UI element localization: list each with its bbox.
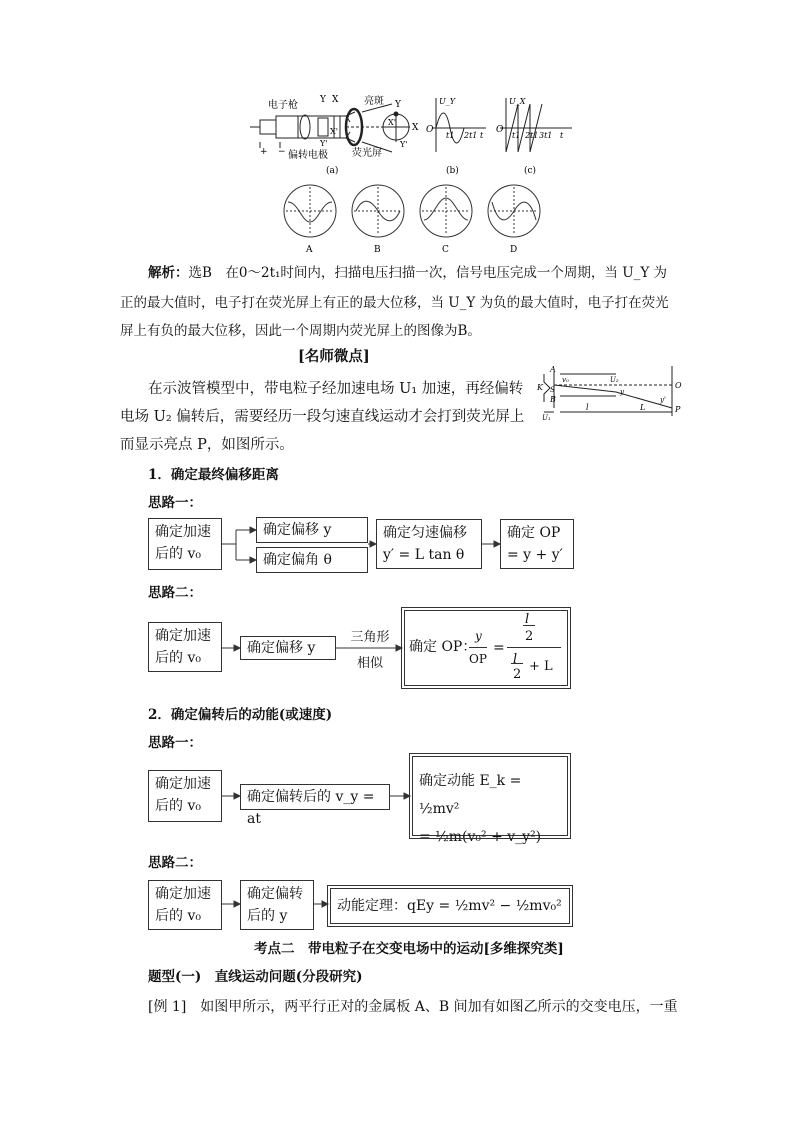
sec2-title: 2．确定偏转后的动能(或速度)	[148, 707, 333, 723]
analysis-lead: 解析：	[148, 265, 189, 281]
tip-line-2: 电场 U₂ 偏转后，需要经历一段匀速直线运动才会打到荧光屏上	[120, 409, 525, 425]
c-t1: t1	[512, 131, 521, 140]
label-Xp: X'	[330, 127, 338, 136]
tip-line-3: 而显示亮点 P，如图所示。	[120, 437, 294, 453]
figure-b	[432, 98, 486, 152]
scope-yp: y'	[660, 396, 666, 404]
label-Xp2: X'	[388, 118, 396, 127]
label-X2: X	[412, 123, 419, 133]
sec1-box-start: 确定加速后的 v₀	[148, 518, 222, 570]
analysis-line-3: 屏上有负的最大位移，因此一个周期内荧光屏上的图像为B。	[120, 323, 481, 339]
sec1-box-y-2: 确定偏移 y	[240, 636, 336, 660]
oscilloscope-figure	[250, 92, 580, 182]
sec2-box-ek: 确定动能 E_k = ½mv² = ½m(v₀² + v_y²)	[412, 756, 568, 836]
label-minus: −	[278, 147, 286, 157]
sec1-idea1: 思路一：	[148, 495, 202, 511]
analysis-line-1: 解析：选B 在0～2t₁时间内，扫描电压扫描一次，信号电压完成一个周期，当 U_Y 为	[148, 265, 668, 281]
sec1-box-op: 确定 OP = y + y′	[500, 519, 574, 569]
label-spot: 亮斑	[364, 96, 384, 107]
sec2-box-defl-y: 确定偏转后的 y	[240, 880, 314, 930]
label-X: X	[332, 95, 339, 105]
tip-line-1: 在示波管模型中，带电粒子经加速电场 U₁ 加速，再经偏转	[148, 381, 524, 397]
sec1-box-y: 确定偏移 y	[256, 517, 368, 543]
option-a-label: A	[306, 245, 313, 255]
scope-model-figure	[536, 362, 684, 422]
label-Yp2: Y'	[400, 140, 408, 149]
b-t2: 2t1	[464, 131, 478, 140]
arrow-label-top: 三角形	[350, 630, 390, 645]
option-d-scope	[488, 185, 540, 237]
b-axis: U_Y	[439, 97, 456, 106]
sec1-idea2: 思路二：	[148, 585, 202, 601]
sec2-arrows-1	[222, 788, 414, 808]
scope-P: P	[675, 405, 681, 414]
c-t2: 2t1	[525, 131, 539, 140]
scope-v0: v₀	[562, 376, 569, 384]
option-c-label: C	[442, 245, 449, 255]
c-t3: 3t1	[539, 131, 553, 140]
scope-B: B	[550, 395, 556, 404]
scope-S: S	[550, 386, 555, 394]
option-b-scope	[352, 185, 404, 237]
label-screen: 荧光屏	[352, 148, 382, 159]
scope-A: A	[550, 365, 556, 374]
c-origin: O	[496, 125, 504, 135]
sec1-arrows-2	[222, 640, 406, 660]
sec1-box-op-formula: 确定 OP： y OP = l 2 l 2 + L	[404, 610, 568, 686]
sec2-idea1: 思路一：	[148, 735, 202, 751]
label-Y: Y	[320, 95, 326, 105]
sec1-box-uniform: 确定匀速偏移 y′ = L tan θ	[376, 519, 482, 569]
label-plus: +	[260, 147, 268, 157]
scope-y: y	[620, 388, 624, 396]
label-Yp: Y'	[320, 139, 328, 148]
tip-title: [名师微点]	[298, 348, 370, 365]
caption-c: (c)	[524, 166, 537, 176]
b-t: t	[480, 131, 484, 140]
type1-heading: 题型(一) 直线运动问题(分段研究)	[148, 969, 363, 985]
sec1-box-start-2: 确定加速后的 v₀	[148, 622, 222, 672]
option-a-scope	[284, 185, 336, 237]
figure-c	[500, 98, 572, 152]
sec2-arrows-2	[222, 896, 334, 916]
caption-b: (b)	[446, 166, 459, 176]
scope-l: l	[586, 403, 589, 412]
caption-a: (a)	[326, 166, 339, 176]
sec1-box-theta: 确定偏角 θ	[256, 547, 368, 573]
analysis-line-2: 正的最大值时，电子打在荧光屏上有正的最大位移，当 U_Y 为负的最大值时，电子打在荧光	[120, 295, 669, 311]
sec2-idea2: 思路二：	[148, 855, 202, 871]
c-axis: U_X	[509, 97, 526, 106]
option-c-scope	[420, 185, 472, 237]
sec2-box-start-2: 确定加速后的 v₀	[148, 880, 222, 930]
label-deflect: 偏转电极	[288, 150, 328, 161]
sec2-box-theorem: 动能定理：qEy = ½mv² − ½mv₀²	[330, 888, 570, 924]
option-d-label: D	[510, 245, 518, 255]
scope-L: L	[640, 403, 646, 412]
option-b-label: B	[374, 245, 381, 255]
label-Y2: Y	[395, 100, 401, 110]
c-t: t	[560, 131, 564, 140]
scope-U2: U₂	[610, 376, 619, 384]
arrow-label-bottom: 相似	[356, 656, 383, 671]
sec2-box-vy: 确定偏转后的 v_y = at	[240, 784, 390, 810]
label-gun: 电子枪	[268, 100, 298, 111]
point2-heading: 考点二 带电粒子在交变电场中的运动[多维探究类]	[254, 941, 564, 957]
b-t1: t1	[446, 131, 455, 140]
scope-K: K	[537, 383, 543, 392]
example-1: [例 1] 如图甲所示，两平行正对的金属板 A、B 间加有如图乙所示的交变电压，一重	[148, 999, 678, 1015]
options-figure	[276, 184, 552, 256]
sec2-box-start: 确定加速后的 v₀	[148, 770, 222, 822]
scope-U1: U₁	[542, 414, 551, 422]
sec1-arrows-1	[222, 515, 512, 575]
sec1-title: 1．确定最终偏移距离	[148, 467, 279, 483]
b-origin: O	[426, 125, 434, 135]
scope-O: O	[675, 381, 682, 390]
